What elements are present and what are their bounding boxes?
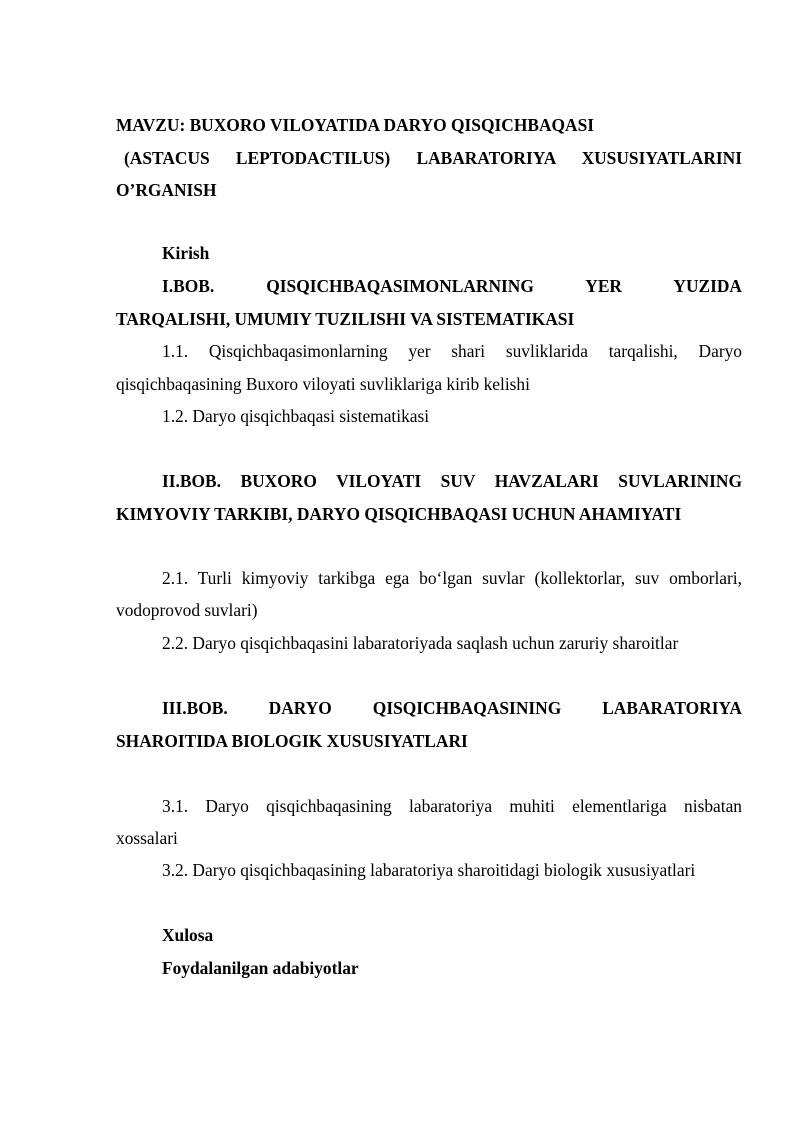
section-2-2: 2.2. Daryo qisqichbaqasini labaratoriyada saqlash uchun zaruriy sharoitlar: [162, 633, 679, 653]
title-line-2: (ASTACUS LEPTODACTILUS) LABARATORIYA XUSUSIYATLARINI: [124, 148, 742, 168]
chapter-3-heading-line-2: SHAROITIDA BIOLOGIK XUSUSIYATLARI: [116, 731, 468, 751]
title-line-3: O’RGANISH: [116, 180, 217, 200]
title-line-1: MAVZU: BUXORO VILOYATIDA DARYO QISQICHBAQASI: [116, 115, 595, 135]
chapter-2-heading-line-2: KIMYOVIY TARKIBI, DARYO QISQICHBAQASI UCHUN AHAMIYATI: [116, 504, 682, 524]
section-3-1-line-2: xossalari: [116, 828, 178, 848]
toc-references: Foydalanilgan adabiyotlar: [162, 958, 359, 978]
section-2-1-line-2: vodoprovod suvlari): [116, 600, 258, 620]
chapter-3-heading-line-1: III.BOB. DARYO QISQICHBAQASINING LABARATORIYA: [162, 698, 742, 718]
toc-conclusion: Xulosa: [162, 925, 214, 945]
section-3-1-line-1: 3.1. Daryo qisqichbaqasining labaratoriya muhiti elementlariga nisbatan: [162, 796, 742, 816]
section-3-2: 3.2. Daryo qisqichbaqasining labaratoriya sharoitidagi biologik xususiyatlari: [162, 860, 696, 880]
chapter-2-heading-line-1: II.BOB. BUXORO VILOYATI SUV HAVZALARI SUVLARINING: [162, 471, 742, 491]
section-1-2: 1.2. Daryo qisqichbaqasi sistematikasi: [162, 406, 430, 426]
toc-intro: Kirish: [162, 243, 210, 263]
chapter-1-heading-line-2: TARQALISHI, UMUMIY TUZILISHI VA SISTEMATIKASI: [116, 309, 575, 329]
section-1-1-line-1: 1.1. Qisqichbaqasimonlarning yer shari suvliklarida tarqalishi, Daryo: [162, 341, 742, 361]
section-1-1-line-2: qisqichbaqasining Buxoro viloyati suvliklariga kirib kelishi: [116, 374, 530, 394]
chapter-1-heading-line-1: I.BOB. QISQICHBAQASIMONLARNING YER YUZIDA: [162, 276, 742, 296]
section-2-1-line-1: 2.1. Turli kimyoviy tarkibga ega bo‘lgan suvlar (kollektorlar, suv omborlari,: [162, 568, 742, 588]
